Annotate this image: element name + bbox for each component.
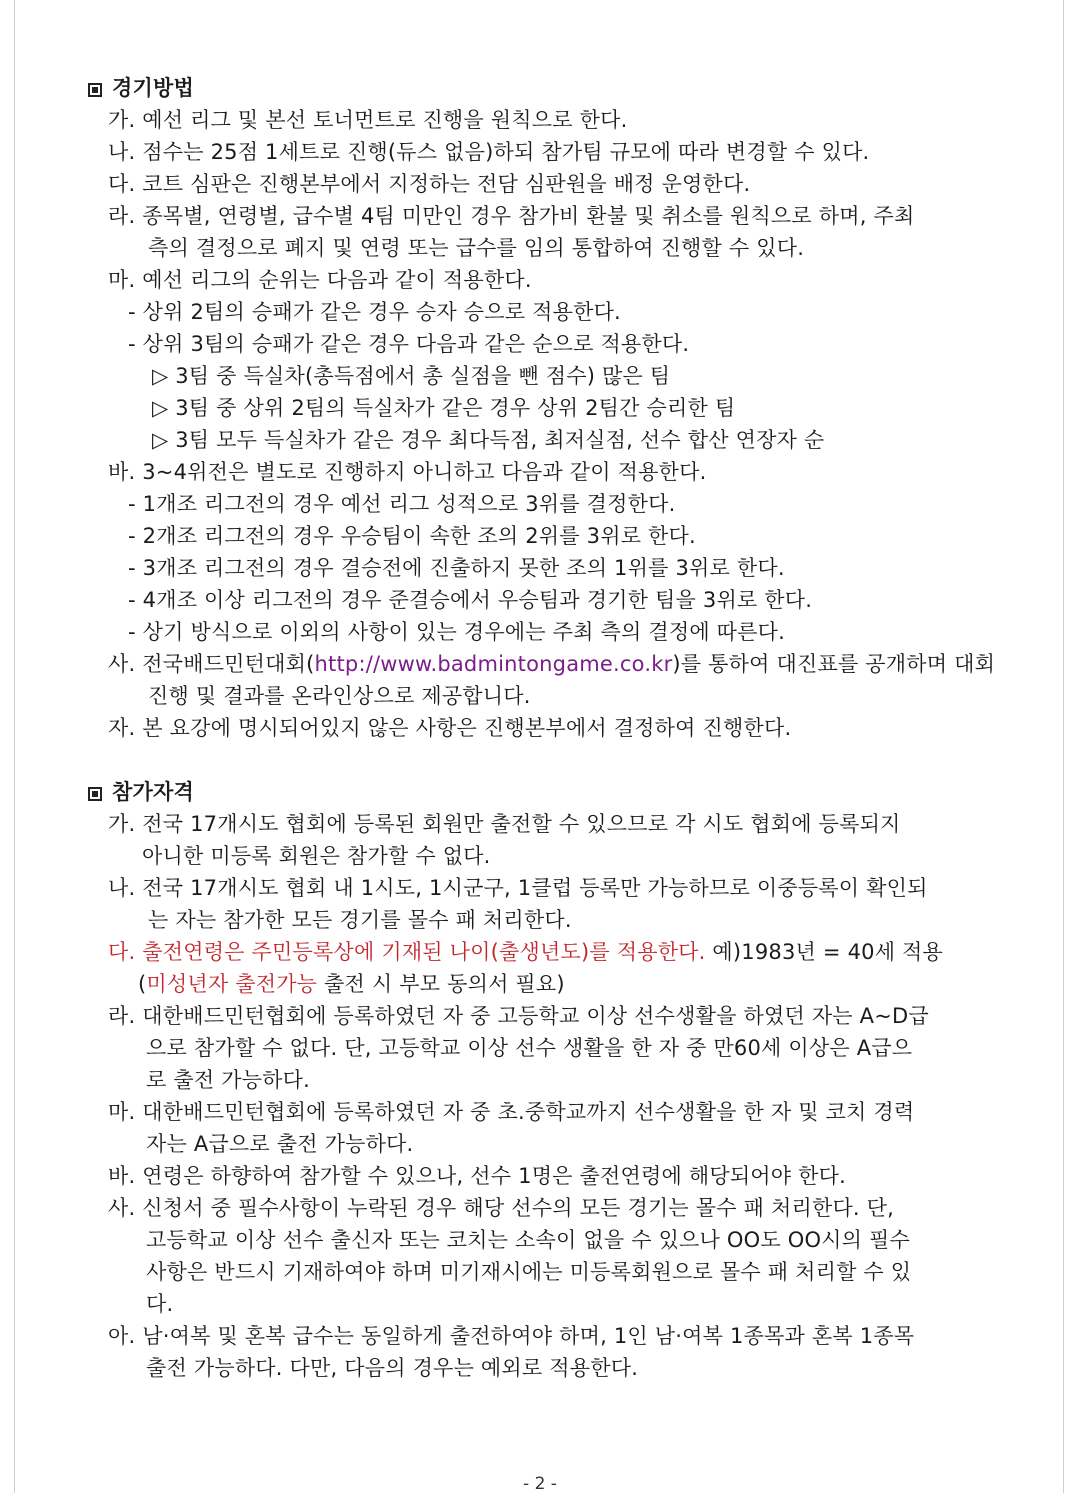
rule-line: 으로 참가할 수 없다. 단, 고등학교 이상 선수 생활을 한 자 중 만60세 이상은 A급으 xyxy=(146,1036,913,1060)
rule-line: 고등학교 이상 선수 출신자 또는 코치는 소속이 없을 수 있으나 OO도 OO시의 필수 xyxy=(146,1228,910,1252)
rule-line: 가. 전국 17개시도 협회에 등록된 회원만 출전할 수 있으므로 각 시도 협회에 등록되지 xyxy=(108,812,901,836)
rule-line: 바. 연령은 하향하여 참가할 수 있으나, 선수 1명은 출전연령에 해당되어야 한다. xyxy=(108,1164,847,1188)
rule-text: 예)1983년 = 40세 적용 xyxy=(705,940,944,964)
rule-text: 출전 시 부모 동의서 필요) xyxy=(317,972,565,996)
rule-line: 바. 3~4위전은 별도로 진행하지 아니하고 다음과 같이 적용한다. xyxy=(108,460,707,484)
square-bullet-icon xyxy=(88,787,102,801)
page-edge-left xyxy=(14,0,15,1493)
rule-text: )를 통하여 대진표를 공개하며 대회 xyxy=(672,652,996,676)
rule-line: 아. 남·여복 및 혼복 급수는 동일하게 출전하여야 하며, 1인 남·여복 1종목과 혼복 1종목 xyxy=(108,1324,915,1348)
rule-subline: - 3개조 리그전의 경우 결승전에 진출하지 못한 조의 1위를 3위로 한다. xyxy=(128,556,785,580)
rule-line: 나. 점수는 25점 1세트로 진행(듀스 없음)하되 참가팀 규모에 따라 변경할 수 있다. xyxy=(108,140,870,164)
rule-line: 진행 및 결과를 온라인상으로 제공합니다. xyxy=(148,684,531,708)
rule-line: 가. 예선 리그 및 본선 토너먼트로 진행을 원칙으로 한다. xyxy=(108,108,628,132)
rule-line: 출전 가능하다. 다만, 다음의 경우는 예외로 적용한다. xyxy=(146,1356,639,1380)
rule-text: 사. 전국배드민턴대회( xyxy=(108,652,315,676)
rule-triangle-line: ▷ 3팀 모두 득실차가 같은 경우 최다득점, 최저실점, 선수 합산 연장자 순 xyxy=(152,428,825,452)
rule-line: 측의 결정으로 폐지 및 연령 또는 급수를 임의 통합하여 진행할 수 있다. xyxy=(148,236,805,260)
rule-line-with-link xyxy=(108,648,995,680)
rule-line: 마. 예선 리그의 순위는 다음과 같이 적용한다. xyxy=(108,268,532,292)
rule-line: 다. 코트 심판은 진행본부에서 지정하는 전담 심판원을 배정 운영한다. xyxy=(108,172,751,196)
rule-line: 사항은 반드시 기재하여야 하며 미기재시에는 미등록회원으로 몰수 패 처리할 수 있 xyxy=(146,1260,912,1284)
rule-triangle-line: ▷ 3팀 중 상위 2팀의 득실차가 같은 경우 상위 2팀간 승리한 팀 xyxy=(152,396,736,420)
rule-line: 라. 대한배드민턴협회에 등록하였던 자 중 고등학교 이상 선수생활을 하였던 자는 A~D급 xyxy=(108,1004,929,1028)
rule-line: 아니한 미등록 회원은 참가할 수 없다. xyxy=(142,844,491,868)
rule-line: 라. 종목별, 연령별, 급수별 4팀 미만인 경우 참가비 환불 및 취소를 원칙으로 하며, 주최 xyxy=(108,204,915,228)
rule-line: 나. 전국 17개시도 협회 내 1시도, 1시군구, 1클럽 등록만 가능하므로 이중등록이 확인되 xyxy=(108,876,928,900)
rule-line: 자. 본 요강에 명시되어있지 않은 사항은 진행본부에서 결정하여 진행한다. xyxy=(108,716,792,740)
highlighted-rule-text: 미성년자 출전가능 xyxy=(146,972,318,996)
square-bullet-icon xyxy=(88,83,102,97)
section-heading-eligibility xyxy=(88,776,194,808)
rule-text: ( xyxy=(138,972,147,996)
rule-line: 사. 신청서 중 필수사항이 누락된 경우 해당 선수의 모든 경기는 몰수 패 처리한다. 단, xyxy=(108,1196,895,1220)
rule-subline: - 상위 3팀의 승패가 같은 경우 다음과 같은 순으로 적용한다. xyxy=(128,332,690,356)
section-title: 참가자격 xyxy=(112,780,194,804)
rule-line: 는 자는 참가한 모든 경기를 몰수 패 처리한다. xyxy=(148,908,572,932)
rule-line: 로 출전 가능하다. xyxy=(146,1068,311,1092)
rule-subline: - 4개조 이상 리그전의 경우 준결승에서 우승팀과 경기한 팀을 3위로 한다. xyxy=(128,588,813,612)
rule-line: 다. xyxy=(146,1292,174,1316)
section-title: 경기방법 xyxy=(112,76,194,100)
rule-line: 마. 대한배드민턴협회에 등록하였던 자 중 초.중학교까지 선수생활을 한 자 및 코치 경력 xyxy=(108,1100,915,1124)
rule-subline: - 1개조 리그전의 경우 예선 리그 성적으로 3위를 결정한다. xyxy=(128,492,676,516)
page-number: - 2 - xyxy=(523,1474,557,1494)
rule-line-minor xyxy=(138,968,565,1000)
rule-subline: - 상기 방식으로 이외의 사항이 있는 경우에는 주최 측의 결정에 따른다. xyxy=(128,620,786,644)
rule-subline: - 2개조 리그전의 경우 우승팀이 속한 조의 2위를 3위로 한다. xyxy=(128,524,696,548)
highlighted-rule-text: 다. 출전연령은 주민등록상에 기재된 나이(출생년도)를 적용한다. xyxy=(108,940,706,964)
rule-subline: - 상위 2팀의 승패가 같은 경우 승자 승으로 적용한다. xyxy=(128,300,621,324)
page-edge-right xyxy=(1063,0,1064,1493)
rule-line: 자는 A급으로 출전 가능하다. xyxy=(146,1132,414,1156)
rule-line-age xyxy=(108,936,943,968)
website-link[interactable]: http://www.badmintongame.co.kr xyxy=(314,652,673,676)
rule-triangle-line: ▷ 3팀 중 득실차(총득점에서 총 실점을 뺀 점수) 많은 팀 xyxy=(152,364,671,388)
section-heading-game-method xyxy=(88,72,194,104)
